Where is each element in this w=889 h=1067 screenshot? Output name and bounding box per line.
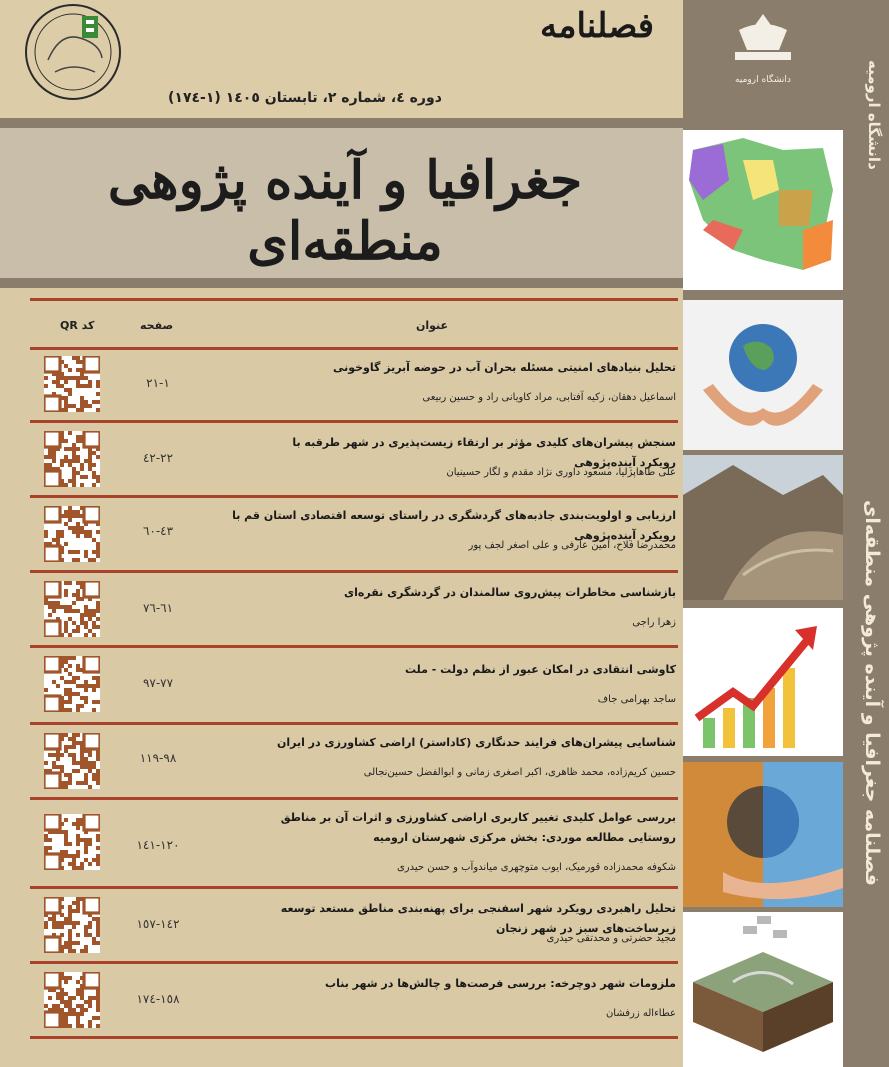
growth-arrow-icon — [683, 608, 843, 756]
university-emblem-icon — [683, 0, 843, 120]
table-row[interactable] — [30, 350, 678, 423]
header-title: عنوان — [415, 319, 448, 332]
row-authors: زهرا راجی — [632, 617, 676, 628]
contents-table — [30, 298, 678, 1039]
title-banner-inner — [0, 128, 683, 278]
table-row[interactable] — [30, 573, 678, 648]
row-title: تحلیل راهبردی رویکرد شهر اسفنجی برای پهنه‌بندی مناطق مستعد توسعه زیرساخت‌های سبز در شهر زنجان — [280, 902, 676, 935]
qr-code-icon[interactable] — [44, 431, 100, 487]
image-column — [683, 0, 843, 1067]
qr-code-icon[interactable] — [44, 897, 100, 953]
row-title: بازشناسی مخاطرات پیش‌روی سالمندان در گردشگری نقره‌ای — [344, 586, 676, 599]
row-authors: عطاءاله زرفشان — [605, 1008, 676, 1019]
table-row[interactable] — [30, 725, 678, 800]
qr-code-icon[interactable] — [44, 656, 100, 712]
journal-name-vertical: فصلنامه جغرافیا و آینده پژوهی منطقه‌ای — [861, 500, 883, 886]
row-authors: محمدرضا فلاح، امین عارفی و علی اصغر لجف پور — [468, 540, 676, 551]
row-pages: ٧٧-٩٧ — [142, 676, 174, 690]
row-authors: شکوفه محمدزاده قورمیک، ایوب متوچهری میاندوآب و حسن حیدری — [396, 862, 676, 873]
journal-seal-logo — [20, 2, 126, 102]
issue-info: دوره ٤، شماره ٢، تابستان ١٤٠٥ (١-١٧٤) — [168, 90, 442, 106]
row-title: بررسی عوامل کلیدی تغییر کاربری اراضی کشاورزی و اثرات آن بر مناطق روستایی مطالعه موردی: بخش مرکزی شهرستان ارومیه — [280, 811, 676, 844]
header-qr: کد QR — [60, 319, 95, 332]
row-pages: ١٤٢-١٥٧ — [136, 917, 180, 931]
hands-globe-icon — [683, 300, 843, 450]
table-row[interactable] — [30, 498, 678, 573]
title-banner — [0, 118, 683, 288]
iran-map-image — [683, 130, 843, 290]
mountain-icon — [683, 455, 843, 600]
row-authors: حسین کریم‌زاده، محمد ظاهری، اکبر اصغری زمانی و ابوالفضل حسین‌نجالی — [363, 767, 676, 778]
table-row[interactable] — [30, 964, 678, 1039]
row-authors: علی طاهاپژلیا، مسعود داوری نژاد مقدم و لگار حسینیان — [446, 467, 676, 478]
iran-map-icon — [683, 130, 843, 290]
row-pages: ١٥٨-١٧٤ — [136, 992, 180, 1006]
row-title: سنجش پیشران‌های کلیدی مؤثر بر ارتقاء زیست‌پذیری در شهر طرقبه با رویکرد آینده‌پژوهی — [292, 436, 676, 469]
row-authors: اسماعیل دهقان، زکیه آفتابی، مراد کاویانی راد و حسین ربیعی — [422, 392, 676, 403]
qr-code-icon[interactable] — [44, 506, 100, 562]
row-title: ملزومات شهر دوچرخه: بررسی فرصت‌ها و چالش‌ها در شهر بناب — [325, 977, 676, 990]
qr-code-icon[interactable] — [44, 733, 100, 789]
row-title: کاوشی انتقادی در امکان عبور از نظم دولت - ملت — [405, 663, 676, 676]
table-header — [30, 301, 678, 347]
growth-chart-image — [683, 608, 843, 756]
table-row[interactable] — [30, 800, 678, 889]
row-pages: ١-٢١ — [146, 376, 170, 390]
row-pages: ٦١-٧٦ — [142, 601, 174, 615]
row-pages: ٩٨-١١٩ — [139, 751, 177, 765]
row-authors: مجید حضرتی و محدتقی حیدری — [546, 933, 676, 944]
hands-globe-image — [683, 300, 843, 450]
qr-code-icon[interactable] — [44, 972, 100, 1028]
university-logo — [683, 0, 843, 120]
magazine-label: فصلنامه — [540, 6, 655, 46]
logo-caption: دانشگاه ارومیه — [735, 75, 791, 85]
earth-icon — [683, 762, 843, 907]
earth-hands-image — [683, 762, 843, 907]
row-pages: ١٢٠-١٤١ — [136, 838, 180, 852]
row-pages: ٤٣-٦٠ — [142, 524, 174, 538]
header-pages: صفحه — [140, 319, 174, 332]
university-name: دانشگاه ارومیه — [865, 60, 883, 170]
qr-code-icon[interactable] — [44, 581, 100, 637]
row-authors: ساجد بهرامی جاف — [597, 694, 676, 705]
journal-title: جغرافیا و آینده پژوهی منطقه‌ای — [107, 150, 583, 272]
right-sidebar — [843, 0, 889, 1067]
row-pages: ٢٢-٤٢ — [142, 451, 174, 465]
table-row[interactable] — [30, 889, 678, 964]
row-title: ارزیابی و اولویت‌بندی جاذبه‌های گردشگری در راستای توسعه اقتصادی استان قم با رویکرد آینده‌پژوهی — [232, 509, 676, 542]
map-layers-icon — [683, 912, 843, 1067]
qr-code-icon[interactable] — [44, 356, 100, 412]
row-title: تحلیل بنیادهای امنیتی مسئله بحران آب در حوضه آبریز گاوخونی — [332, 361, 676, 374]
qr-code-icon[interactable] — [44, 814, 100, 870]
table-row[interactable] — [30, 648, 678, 725]
mine-landscape-image — [683, 455, 843, 600]
row-title: شناسایی پیشران‌های فرایند حدنگاری (کاداستر) اراضی کشاورزی در ایران — [276, 736, 676, 749]
gis-layers-image — [683, 912, 843, 1067]
cover-header — [0, 0, 683, 120]
table-row[interactable] — [30, 423, 678, 498]
